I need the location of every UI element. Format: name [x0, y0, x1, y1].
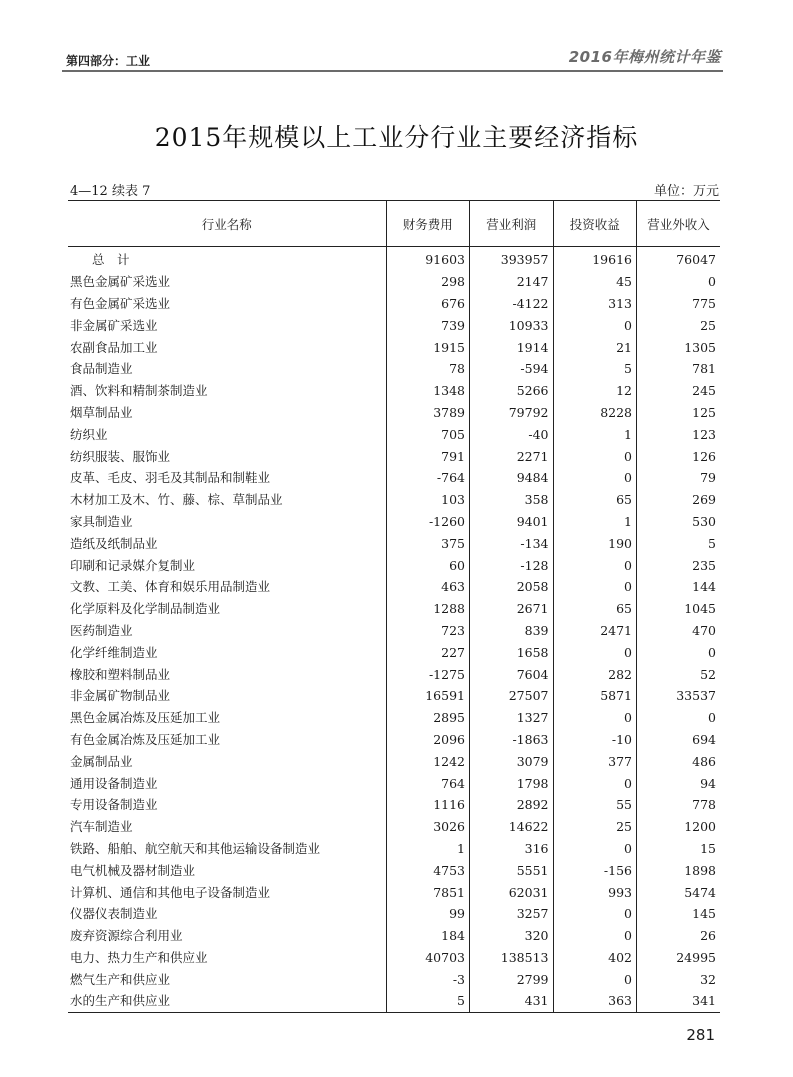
operating-profit-cell: 1798: [470, 772, 554, 794]
non-operating-income-cell: 778: [637, 794, 721, 816]
investment-income-cell: 363: [553, 990, 637, 1012]
non-operating-income-cell: 15: [637, 838, 721, 860]
operating-profit-cell: 358: [470, 489, 554, 511]
investment-income-cell: 282: [553, 663, 637, 685]
operating-profit-cell: -134: [470, 532, 554, 554]
operating-profit-cell: 5551: [470, 859, 554, 881]
column-header-non-operating-income: 营业外收入: [637, 201, 721, 247]
investment-income-cell: 65: [553, 598, 637, 620]
investment-income-cell: 5: [553, 358, 637, 380]
operating-profit-cell: 1658: [470, 641, 554, 663]
table-row: [68, 968, 720, 990]
operating-profit-cell: 10933: [470, 314, 554, 336]
investment-income-cell: 0: [553, 641, 637, 663]
non-operating-income-cell: 775: [637, 293, 721, 315]
investment-income-cell: 313: [553, 293, 637, 315]
industry-name-cell: 总 计: [92, 252, 130, 268]
financial-expenses-cell: 1915: [386, 336, 470, 358]
financial-expenses-cell: 705: [386, 423, 470, 445]
operating-profit-cell: -594: [470, 358, 554, 380]
operating-profit-cell: 7604: [470, 663, 554, 685]
investment-income-cell: 402: [553, 947, 637, 969]
table-row: [68, 707, 720, 729]
table-code: 4—12 续表 7: [70, 184, 151, 199]
investment-income-cell: 45: [553, 271, 637, 293]
financial-expenses-cell: 1242: [386, 750, 470, 772]
investment-income-cell: 0: [553, 707, 637, 729]
investment-income-cell: 25: [553, 816, 637, 838]
non-operating-income-cell: 0: [637, 641, 721, 663]
non-operating-income-cell: 52: [637, 663, 721, 685]
investment-income-cell: 21: [553, 336, 637, 358]
header-rule: [62, 70, 723, 72]
operating-profit-cell: 1327: [470, 707, 554, 729]
operating-profit-cell: 14622: [470, 816, 554, 838]
operating-profit-cell: 9484: [470, 467, 554, 489]
industry-name-cell: 纺织服装、服饰业: [70, 448, 171, 464]
industry-name-cell: 燃气生产和供应业: [70, 971, 171, 987]
non-operating-income-cell: 33537: [637, 685, 721, 707]
table-row: [68, 576, 720, 598]
operating-profit-cell: 27507: [470, 685, 554, 707]
industry-name-cell: 家具制造业: [70, 513, 133, 529]
non-operating-income-cell: 76047: [637, 247, 721, 271]
non-operating-income-cell: 26: [637, 925, 721, 947]
industry-name-cell: 黑色金属矿采选业: [70, 274, 171, 290]
financial-expenses-cell: 7851: [386, 881, 470, 903]
non-operating-income-cell: 125: [637, 402, 721, 424]
non-operating-income-cell: 5474: [637, 881, 721, 903]
non-operating-income-cell: 530: [637, 511, 721, 533]
investment-income-cell: 1: [553, 423, 637, 445]
financial-expenses-cell: 298: [386, 271, 470, 293]
table-row: [68, 620, 720, 642]
industry-name-cell: 皮革、毛皮、羽毛及其制品和制鞋业: [70, 470, 271, 486]
non-operating-income-cell: 341: [637, 990, 721, 1012]
table-row: [68, 663, 720, 685]
table-row: [68, 380, 720, 402]
industry-name-cell: 造纸及纸制品业: [70, 535, 158, 551]
financial-expenses-cell: 2096: [386, 729, 470, 751]
non-operating-income-cell: 5: [637, 532, 721, 554]
non-operating-income-cell: 79: [637, 467, 721, 489]
non-operating-income-cell: 235: [637, 554, 721, 576]
non-operating-income-cell: 24995: [637, 947, 721, 969]
industry-name-cell: 电力、热力生产和供应业: [70, 949, 208, 965]
operating-profit-cell: -128: [470, 554, 554, 576]
table-row: [68, 532, 720, 554]
industry-name-cell: 黑色金属冶炼及压延加工业: [70, 710, 221, 726]
unit-label: 单位：万元: [653, 184, 719, 199]
table-row: [68, 641, 720, 663]
investment-income-cell: 190: [553, 532, 637, 554]
operating-profit-cell: 316: [470, 838, 554, 860]
non-operating-income-cell: 145: [637, 903, 721, 925]
financial-expenses-cell: 227: [386, 641, 470, 663]
financial-expenses-cell: 3789: [386, 402, 470, 424]
statistics-table: [68, 200, 720, 1013]
industry-name-cell: 纺织业: [70, 426, 108, 442]
financial-expenses-cell: 103: [386, 489, 470, 511]
column-header-industry: 行业名称: [68, 201, 386, 247]
table-row: [68, 881, 720, 903]
investment-income-cell: 0: [553, 467, 637, 489]
table-row: [68, 772, 720, 794]
operating-profit-cell: 3257: [470, 903, 554, 925]
financial-expenses-cell: 40703: [386, 947, 470, 969]
industry-name-cell: 金属制品业: [70, 753, 133, 769]
non-operating-income-cell: 694: [637, 729, 721, 751]
non-operating-income-cell: 126: [637, 445, 721, 467]
financial-expenses-cell: 375: [386, 532, 470, 554]
operating-profit-cell: 431: [470, 990, 554, 1012]
table-row: [68, 314, 720, 336]
financial-expenses-cell: 99: [386, 903, 470, 925]
financial-expenses-cell: 91603: [386, 247, 470, 271]
operating-profit-cell: 3079: [470, 750, 554, 772]
non-operating-income-cell: 1305: [637, 336, 721, 358]
investment-income-cell: 0: [553, 903, 637, 925]
financial-expenses-cell: -3: [386, 968, 470, 990]
investment-income-cell: 0: [553, 838, 637, 860]
industry-name-cell: 医药制造业: [70, 622, 133, 638]
column-header-investment-income: 投资收益: [553, 201, 637, 247]
investment-income-cell: 0: [553, 772, 637, 794]
operating-profit-cell: 138513: [470, 947, 554, 969]
investment-income-cell: 0: [553, 445, 637, 467]
industry-name-cell: 水的生产和供应业: [68, 990, 386, 1012]
industry-name-cell: 非金属矿物制品业: [70, 688, 171, 704]
operating-profit-cell: -40: [470, 423, 554, 445]
industry-name-cell: 有色金属矿采选业: [70, 295, 171, 311]
table-body: [68, 247, 720, 1013]
table-row: [68, 685, 720, 707]
operating-profit-cell: 62031: [470, 881, 554, 903]
operating-profit-cell: 79792: [470, 402, 554, 424]
table-row: [68, 903, 720, 925]
financial-expenses-cell: 3026: [386, 816, 470, 838]
financial-expenses-cell: -1260: [386, 511, 470, 533]
industry-name-cell: 通用设备制造业: [70, 775, 158, 791]
investment-income-cell: 12: [553, 380, 637, 402]
investment-income-cell: 55: [553, 794, 637, 816]
financial-expenses-cell: 739: [386, 314, 470, 336]
non-operating-income-cell: 486: [637, 750, 721, 772]
industry-name-cell: 废弃资源综合利用业: [70, 928, 183, 944]
non-operating-income-cell: 144: [637, 576, 721, 598]
non-operating-income-cell: 94: [637, 772, 721, 794]
operating-profit-cell: -1863: [470, 729, 554, 751]
non-operating-income-cell: 123: [637, 423, 721, 445]
non-operating-income-cell: 25: [637, 314, 721, 336]
financial-expenses-cell: 184: [386, 925, 470, 947]
industry-name-cell: 非金属矿采选业: [70, 317, 158, 333]
investment-income-cell: 1: [553, 511, 637, 533]
industry-name-cell: 酒、饮料和精制茶制造业: [70, 383, 208, 399]
table-row: [68, 336, 720, 358]
section-header: 第四部分：工业: [66, 54, 151, 68]
investment-income-cell: 2471: [553, 620, 637, 642]
table-row: [68, 358, 720, 380]
table-row: [68, 554, 720, 576]
non-operating-income-cell: 781: [637, 358, 721, 380]
yearbook-header: 2016年梅州统计年鉴: [568, 48, 721, 66]
table-row: [68, 271, 720, 293]
non-operating-income-cell: 1200: [637, 816, 721, 838]
non-operating-income-cell: 0: [637, 707, 721, 729]
financial-expenses-cell: 60: [386, 554, 470, 576]
investment-income-cell: 0: [553, 314, 637, 336]
non-operating-income-cell: 245: [637, 380, 721, 402]
financial-expenses-cell: 463: [386, 576, 470, 598]
non-operating-income-cell: 1898: [637, 859, 721, 881]
investment-income-cell: 8228: [553, 402, 637, 424]
investment-income-cell: 0: [553, 576, 637, 598]
investment-income-cell: 5871: [553, 685, 637, 707]
page-title: 2015年规模以上工业分行业主要经济指标: [154, 123, 639, 152]
operating-profit-cell: 1914: [470, 336, 554, 358]
industry-name-cell: 橡胶和塑料制品业: [70, 666, 171, 682]
column-header-operating-profit: 营业利润: [470, 201, 554, 247]
industry-name-cell: 农副食品加工业: [70, 339, 158, 355]
financial-expenses-cell: 723: [386, 620, 470, 642]
non-operating-income-cell: 0: [637, 271, 721, 293]
table-row: [68, 445, 720, 467]
industry-name-cell: 化学纤维制造业: [70, 644, 158, 660]
table-row: [68, 423, 720, 445]
table-row: [68, 729, 720, 751]
financial-expenses-cell: 676: [386, 293, 470, 315]
table-row: [68, 247, 720, 271]
column-header-financial-expenses: 财务费用: [386, 201, 470, 247]
financial-expenses-cell: 764: [386, 772, 470, 794]
investment-income-cell: 993: [553, 881, 637, 903]
table-row: [68, 859, 720, 881]
operating-profit-cell: 2671: [470, 598, 554, 620]
financial-expenses-cell: 78: [386, 358, 470, 380]
industry-name-cell: 铁路、船舶、航空航天和其他运输设备制造业: [70, 840, 321, 856]
operating-profit-cell: 9401: [470, 511, 554, 533]
industry-name-cell: 计算机、通信和其他电子设备制造业: [70, 884, 271, 900]
industry-name-cell: 有色金属冶炼及压延加工业: [70, 731, 221, 747]
table-row: [68, 402, 720, 424]
industry-name-cell: 木材加工及木、竹、藤、棕、草制品业: [70, 492, 283, 508]
operating-profit-cell: 320: [470, 925, 554, 947]
table-row: [68, 467, 720, 489]
non-operating-income-cell: 269: [637, 489, 721, 511]
table-header-row: [68, 201, 720, 247]
table-row: [68, 838, 720, 860]
operating-profit-cell: 839: [470, 620, 554, 642]
table-row: [68, 489, 720, 511]
operating-profit-cell: 2892: [470, 794, 554, 816]
industry-name-cell: 烟草制品业: [70, 404, 133, 420]
investment-income-cell: 377: [553, 750, 637, 772]
industry-name-cell: 文教、工美、体育和娱乐用品制造业: [70, 579, 271, 595]
financial-expenses-cell: 2895: [386, 707, 470, 729]
financial-expenses-cell: 16591: [386, 685, 470, 707]
investment-income-cell: -156: [553, 859, 637, 881]
operating-profit-cell: -4122: [470, 293, 554, 315]
industry-name-cell: 化学原料及化学制品制造业: [70, 601, 221, 617]
industry-name-cell: 仪器仪表制造业: [70, 906, 158, 922]
operating-profit-cell: 2058: [470, 576, 554, 598]
industry-name-cell: 汽车制造业: [70, 819, 133, 835]
investment-income-cell: 0: [553, 968, 637, 990]
table-row: [68, 947, 720, 969]
table-row: [68, 925, 720, 947]
industry-name-cell: 电气机械及器材制造业: [70, 862, 196, 878]
investment-income-cell: -10: [553, 729, 637, 751]
operating-profit-cell: 2799: [470, 968, 554, 990]
industry-name-cell: 食品制造业: [70, 361, 133, 377]
table-row: [68, 511, 720, 533]
operating-profit-cell: 393957: [470, 247, 554, 271]
financial-expenses-cell: 4753: [386, 859, 470, 881]
investment-income-cell: 0: [553, 925, 637, 947]
operating-profit-cell: 2147: [470, 271, 554, 293]
financial-expenses-cell: -764: [386, 467, 470, 489]
table-row: [68, 816, 720, 838]
financial-expenses-cell: -1275: [386, 663, 470, 685]
financial-expenses-cell: 791: [386, 445, 470, 467]
investment-income-cell: 19616: [553, 247, 637, 271]
industry-name-cell: 专用设备制造业: [70, 797, 158, 813]
financial-expenses-cell: 1348: [386, 380, 470, 402]
industry-name-cell: 印刷和记录媒介复制业: [70, 557, 196, 573]
table-row: [68, 598, 720, 620]
investment-income-cell: 0: [553, 554, 637, 576]
table-row: [68, 990, 720, 1012]
table-row: [68, 293, 720, 315]
investment-income-cell: 65: [553, 489, 637, 511]
financial-expenses-cell: 1: [386, 838, 470, 860]
operating-profit-cell: 5266: [470, 380, 554, 402]
non-operating-income-cell: 1045: [637, 598, 721, 620]
financial-expenses-cell: 1288: [386, 598, 470, 620]
page-number: 281: [686, 1026, 715, 1044]
non-operating-income-cell: 470: [637, 620, 721, 642]
operating-profit-cell: 2271: [470, 445, 554, 467]
financial-expenses-cell: 1116: [386, 794, 470, 816]
financial-expenses-cell: 5: [386, 990, 470, 1012]
table-row: [68, 794, 720, 816]
non-operating-income-cell: 32: [637, 968, 721, 990]
table-row: [68, 750, 720, 772]
